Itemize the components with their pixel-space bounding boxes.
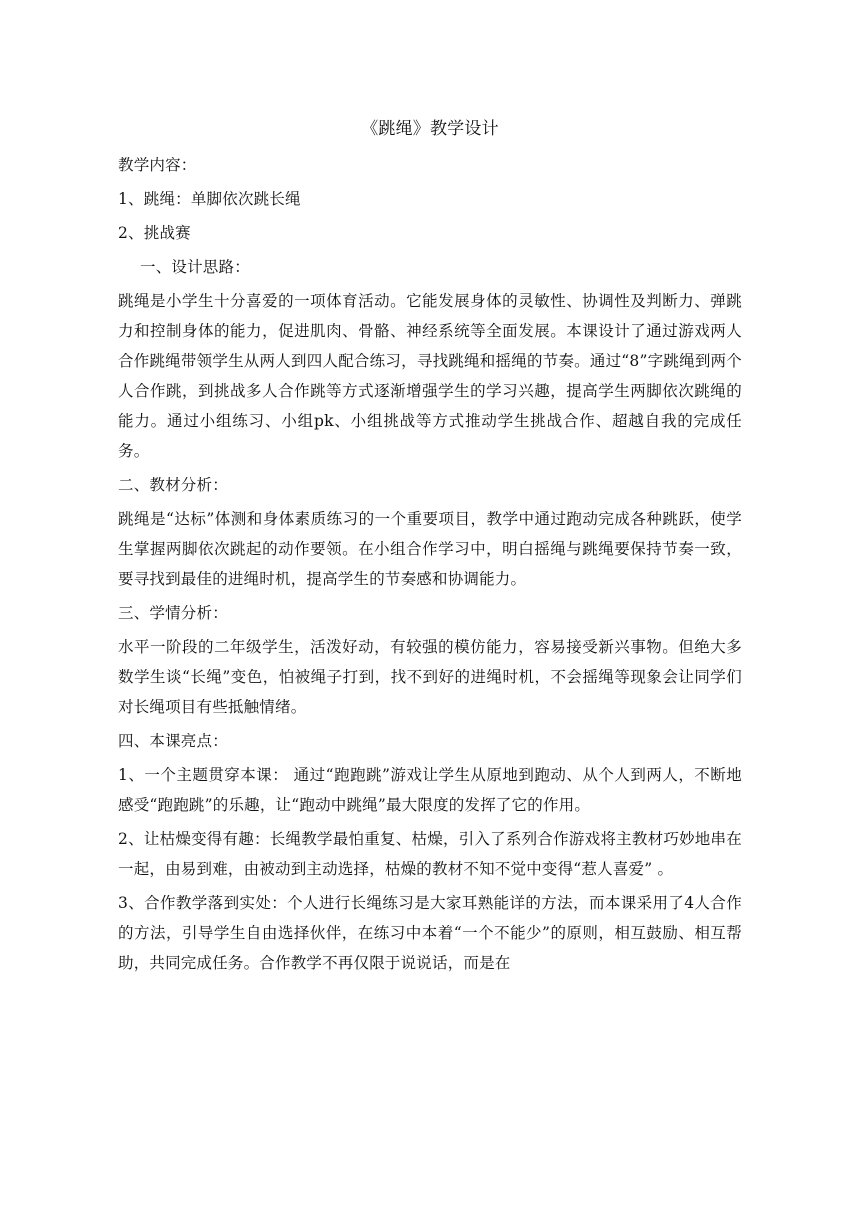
highlight-item-1: 1、一个主题贯穿本课： 通过“跑跑跳”游戏让学生从原地到跑动、从个人到两人，不断地感受“跑跑跳”的乐趣，让“跑动中跳绳”最大限度的发挥了它的作用。 — [118, 766, 742, 814]
material-heading: 二、教材分析： — [118, 476, 228, 494]
content-heading: 教学内容： — [118, 156, 197, 174]
design-paragraph: 跳绳是小学生十分喜爱的一项体育活动。它能发展身体的灵敏性、协调性及判断力、弹跳力和控制身体的能力，促进肌肉、骨骼、神经系统等全面发展。本课设计了通过游戏两人合作跳绳带领学生从两人到四人配合练习，寻找跳绳和摇绳的节奏。通过“8”字跳绳到两个人合作跳，到挑战多人合作跳等方式逐渐增强学生的学习兴趣，提高学生两脚依次跳绳的能力。通过小组练习、小组pk、小组挑战等方式推动学生挑战合作、超越自我的完成任务。 — [118, 292, 742, 460]
students-paragraph: 水平一阶段的二年级学生，活泼好动，有较强的模仿能力，容易接受新兴事物。但绝大多数学生谈“长绳”变色，怕被绳子打到，找不到好的进绳时机，不会摇绳等现象会让同学们对长绳项目有些抵触情绪。 — [118, 638, 742, 716]
highlight-item-2: 2、让枯燥变得有趣：长绳教学最怕重复、枯燥，引入了系列合作游戏将主教材巧妙地串在一起，由易到难，由被动到主动选择，枯燥的教材不知不觉中变得“惹人喜爱” 。 — [118, 830, 742, 878]
design-heading: 一、设计思路： — [140, 258, 250, 276]
highlight-item-3: 3、合作教学落到实处：个人进行长绳练习是大家耳熟能详的方法，而本课采用了4人合作的方法，引导学生自由选择伙伴，在练习中本着“一个不能少”的原则，相互鼓励、相互帮助，共同完成任务。合作教学不再仅限于说说话，而是在 — [118, 894, 742, 972]
students-heading: 三、学情分析： — [118, 604, 228, 622]
material-paragraph: 跳绳是“达标”体测和身体素质练习的一个重要项目，教学中通过跑动完成各种跳跃，使学生掌握两脚依次跳起的动作要领。在小组合作学习中，明白摇绳与跳绳要保持节奏一致，要寻找到最佳的进绳时机，提高学生的节奏感和协调能力。 — [118, 510, 742, 588]
highlights-heading: 四、本课亮点： — [118, 732, 228, 750]
content-item-2: 2、挑战赛 — [118, 224, 191, 242]
content-item-1: 1、跳绳：单脚依次跳长绳 — [118, 190, 301, 208]
document-title: 《跳绳》教学设计 — [361, 119, 499, 139]
document-body — [118, 114, 742, 982]
